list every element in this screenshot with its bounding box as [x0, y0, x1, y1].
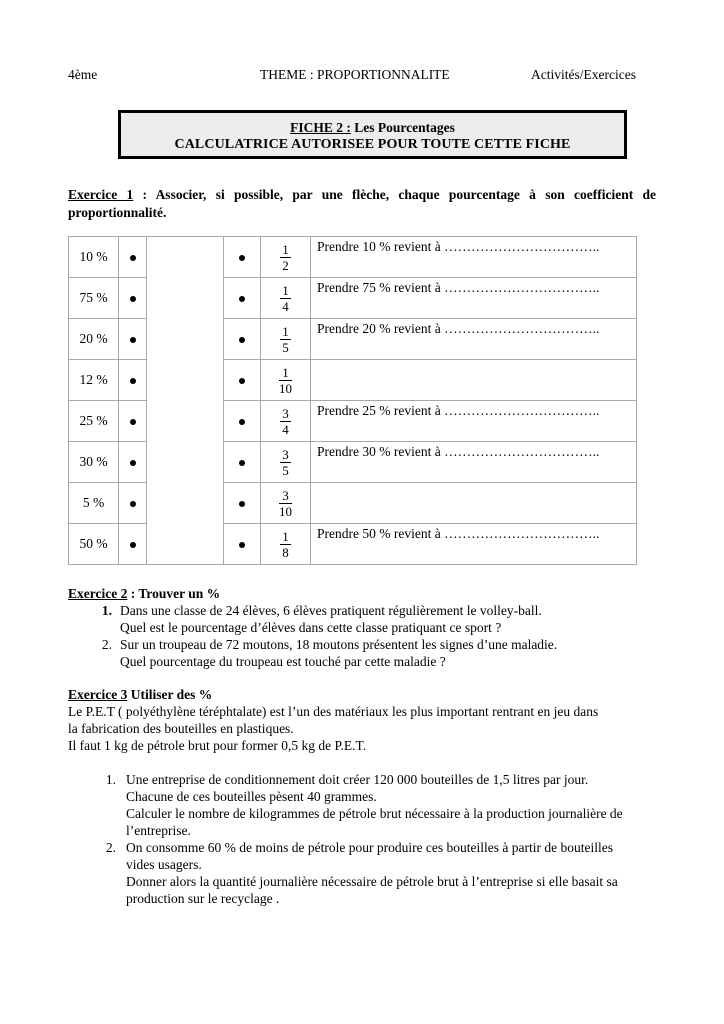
bullet-point-icon — [239, 419, 245, 425]
fraction-numerator: 1 — [279, 366, 292, 381]
fraction-denominator: 4 — [282, 421, 289, 437]
percent-cell: 25 % — [69, 401, 119, 442]
bullet-point-icon — [239, 378, 245, 384]
fraction-numerator: 3 — [282, 405, 289, 421]
exercise3-label: Exercice 3 — [68, 687, 128, 702]
left-connector-cell[interactable] — [119, 360, 147, 401]
fraction-denominator: 8 — [282, 544, 289, 560]
intro-line: la fabrication des bouteilles en plastiques. — [68, 721, 294, 736]
answer-line-cell[interactable] — [311, 237, 637, 278]
list-item-marker: 1. — [101, 603, 112, 618]
answer-line-cell[interactable] — [311, 319, 637, 360]
bullet-point-icon — [130, 296, 136, 302]
list-item-marker: 1. — [105, 772, 116, 787]
list-item-marker: 2. — [105, 840, 116, 855]
exercise3-question-list — [68, 771, 668, 907]
exercise2-title: Trouver un % — [138, 586, 221, 601]
list-item-line: vides usagers. — [126, 857, 202, 872]
fraction — [280, 530, 291, 559]
fiche-number-label: FICHE 2 : — [290, 120, 351, 135]
intro-line: Le P.E.T ( polyéthylène téréphtalate) est l’un des matériaux les plus important rentrant en jeu dans — [68, 704, 599, 719]
left-connector-cell[interactable] — [119, 524, 147, 565]
right-connector-cell[interactable] — [224, 524, 261, 565]
answer-line-cell[interactable] — [311, 524, 637, 565]
bullet-point-icon — [130, 501, 136, 507]
fraction-numerator: 1 — [282, 323, 289, 339]
exercise2-question-list — [68, 602, 668, 670]
bullet-point-icon — [239, 460, 245, 466]
page-running-head — [68, 66, 636, 84]
fraction-cell — [261, 524, 311, 565]
bullet-point-icon — [130, 255, 136, 261]
percent-cell: 30 % — [69, 442, 119, 483]
fraction-numerator: 1 — [282, 282, 289, 298]
right-connector-cell[interactable] — [224, 401, 261, 442]
fraction-cell — [261, 360, 311, 401]
bullet-point-icon — [239, 542, 245, 548]
list-item — [68, 636, 668, 670]
percentage-matching-table — [68, 236, 637, 565]
exercise3-title: Utiliser des % — [130, 687, 213, 702]
header-class-level: 4ème — [68, 67, 98, 82]
fraction-denominator: 10 — [279, 503, 292, 519]
exercise3-intro — [68, 703, 668, 754]
right-connector-cell[interactable] — [224, 278, 261, 319]
fraction-denominator: 5 — [282, 462, 289, 478]
fraction-numerator: 3 — [279, 489, 292, 504]
answer-line-cell[interactable] — [311, 483, 637, 524]
list-item — [68, 602, 668, 636]
list-item-line: production sur le recyclage . — [126, 891, 280, 906]
fraction-numerator: 1 — [282, 241, 289, 257]
fraction-cell — [261, 483, 311, 524]
percent-cell: 5 % — [69, 483, 119, 524]
fraction — [280, 448, 291, 477]
answer-line-cell[interactable] — [311, 360, 637, 401]
fraction-cell — [261, 278, 311, 319]
exercise1-instruction: Associer, si possible, par une flèche, chaque pourcentage à son coefficient de proportionnalité. — [68, 187, 656, 220]
fraction-cell — [261, 442, 311, 483]
list-item-line: Quel est le pourcentage d’élèves dans cette classe pratiquant ce sport ? — [120, 620, 502, 635]
exercise1-separator: : — [133, 187, 156, 202]
bullet-point-icon — [239, 296, 245, 302]
answer-prompt-text: Prendre 20 % revient à …………………………….. — [317, 321, 600, 336]
exercise3-heading — [68, 686, 668, 703]
bullet-point-icon — [130, 460, 136, 466]
fraction-cell — [261, 401, 311, 442]
worksheet-title-box — [118, 110, 627, 159]
answer-prompt-text: Prendre 75 % revient à …………………………….. — [317, 280, 600, 295]
exercise1-label: Exercice 1 — [68, 187, 134, 202]
answer-prompt-text: Prendre 50 % revient à …………………………….. — [317, 526, 600, 541]
bullet-point-icon — [239, 255, 245, 261]
fraction-cell — [261, 237, 311, 278]
bullet-point-icon — [130, 542, 136, 548]
percent-cell: 12 % — [69, 360, 119, 401]
right-connector-cell[interactable] — [224, 442, 261, 483]
fraction — [280, 407, 291, 436]
answer-prompt-text: Prendre 10 % revient à …………………………….. — [317, 239, 600, 254]
fiche-subject-label: Les Pourcentages — [350, 120, 455, 135]
left-connector-cell[interactable] — [119, 442, 147, 483]
answer-line-cell[interactable] — [311, 401, 637, 442]
exercise2-heading — [68, 585, 668, 602]
fraction — [280, 325, 291, 354]
answer-line-cell[interactable] — [311, 278, 637, 319]
intro-line: Il faut 1 kg de pétrole brut pour former 0,5 kg de P.E.T. — [68, 738, 367, 753]
list-item — [68, 839, 668, 907]
bullet-point-icon — [130, 337, 136, 343]
list-item-line: Quel pourcentage du troupeau est touché par cette maladie ? — [120, 654, 446, 669]
left-connector-cell[interactable] — [119, 483, 147, 524]
fraction-denominator: 5 — [282, 339, 289, 355]
arrow-drawing-area[interactable] — [147, 237, 224, 565]
exercise2-block — [68, 585, 668, 670]
exercise2-label: Exercice 2 — [68, 586, 128, 601]
fraction-cell — [261, 319, 311, 360]
exercise3-block — [68, 686, 668, 907]
fraction-denominator: 10 — [279, 380, 292, 396]
right-connector-cell[interactable] — [224, 360, 261, 401]
header-doc-category: Activités/Exercices — [531, 67, 636, 82]
bullet-point-icon — [130, 378, 136, 384]
list-item-line: Une entreprise de conditionnement doit créer 120 000 bouteilles de 1,5 litres par jour. — [126, 772, 589, 787]
fraction-numerator: 3 — [282, 446, 289, 462]
header-theme-title: THEME : PROPORTIONNALITE — [260, 67, 450, 82]
list-item-line: Calculer le nombre de kilogrammes de pétrole brut nécessaire à la production journalière de — [126, 806, 623, 821]
list-item-line: Donner alors la quantité journalière nécessaire de pétrole brut à l’entreprise si elle basait sa — [126, 874, 618, 889]
fraction-denominator: 4 — [282, 298, 289, 314]
fraction — [280, 243, 291, 272]
matching-table-body — [69, 237, 637, 565]
list-item-marker: 2. — [101, 637, 112, 652]
right-connector-cell[interactable] — [224, 237, 261, 278]
left-connector-cell[interactable] — [119, 278, 147, 319]
percent-cell: 10 % — [69, 237, 119, 278]
fraction — [280, 284, 291, 313]
left-connector-cell[interactable] — [119, 237, 147, 278]
table-row — [69, 237, 637, 278]
answer-prompt-text: Prendre 25 % revient à …………………………….. — [317, 403, 600, 418]
list-item — [68, 771, 668, 839]
worksheet-title-line2: CALCULATRICE AUTORISEE POUR TOUTE CETTE FICHE — [174, 137, 571, 152]
bullet-point-icon — [239, 501, 245, 507]
answer-line-cell[interactable] — [311, 442, 637, 483]
list-item-line: l’entreprise. — [126, 823, 191, 838]
exercise1-heading — [68, 186, 656, 222]
list-item-line: Dans une classe de 24 élèves, 6 élèves pratiquent régulièrement le volley-ball. — [120, 603, 542, 618]
percent-cell: 50 % — [69, 524, 119, 565]
fraction-numerator: 1 — [282, 528, 289, 544]
fraction-denominator: 2 — [282, 257, 289, 273]
list-item-line: On consomme 60 % de moins de pétrole pour produire ces bouteilles à partir de bouteilles — [126, 840, 613, 855]
bullet-point-icon — [130, 419, 136, 425]
exercise2-separator: : — [127, 586, 139, 601]
fraction — [279, 366, 292, 395]
left-connector-cell[interactable] — [119, 319, 147, 360]
worksheet-title-line1 — [121, 119, 624, 136]
list-item-line: Sur un troupeau de 72 moutons, 18 moutons présentent les signes d’une maladie. — [120, 637, 558, 652]
fraction — [279, 489, 292, 518]
list-item-line: Chacune de ces bouteilles pèsent 40 grammes. — [126, 789, 377, 804]
answer-prompt-text: Prendre 30 % revient à …………………………….. — [317, 444, 600, 459]
percent-cell: 20 % — [69, 319, 119, 360]
bullet-point-icon — [239, 337, 245, 343]
right-connector-cell[interactable] — [224, 319, 261, 360]
percent-cell: 75 % — [69, 278, 119, 319]
left-connector-cell[interactable] — [119, 401, 147, 442]
right-connector-cell[interactable] — [224, 483, 261, 524]
